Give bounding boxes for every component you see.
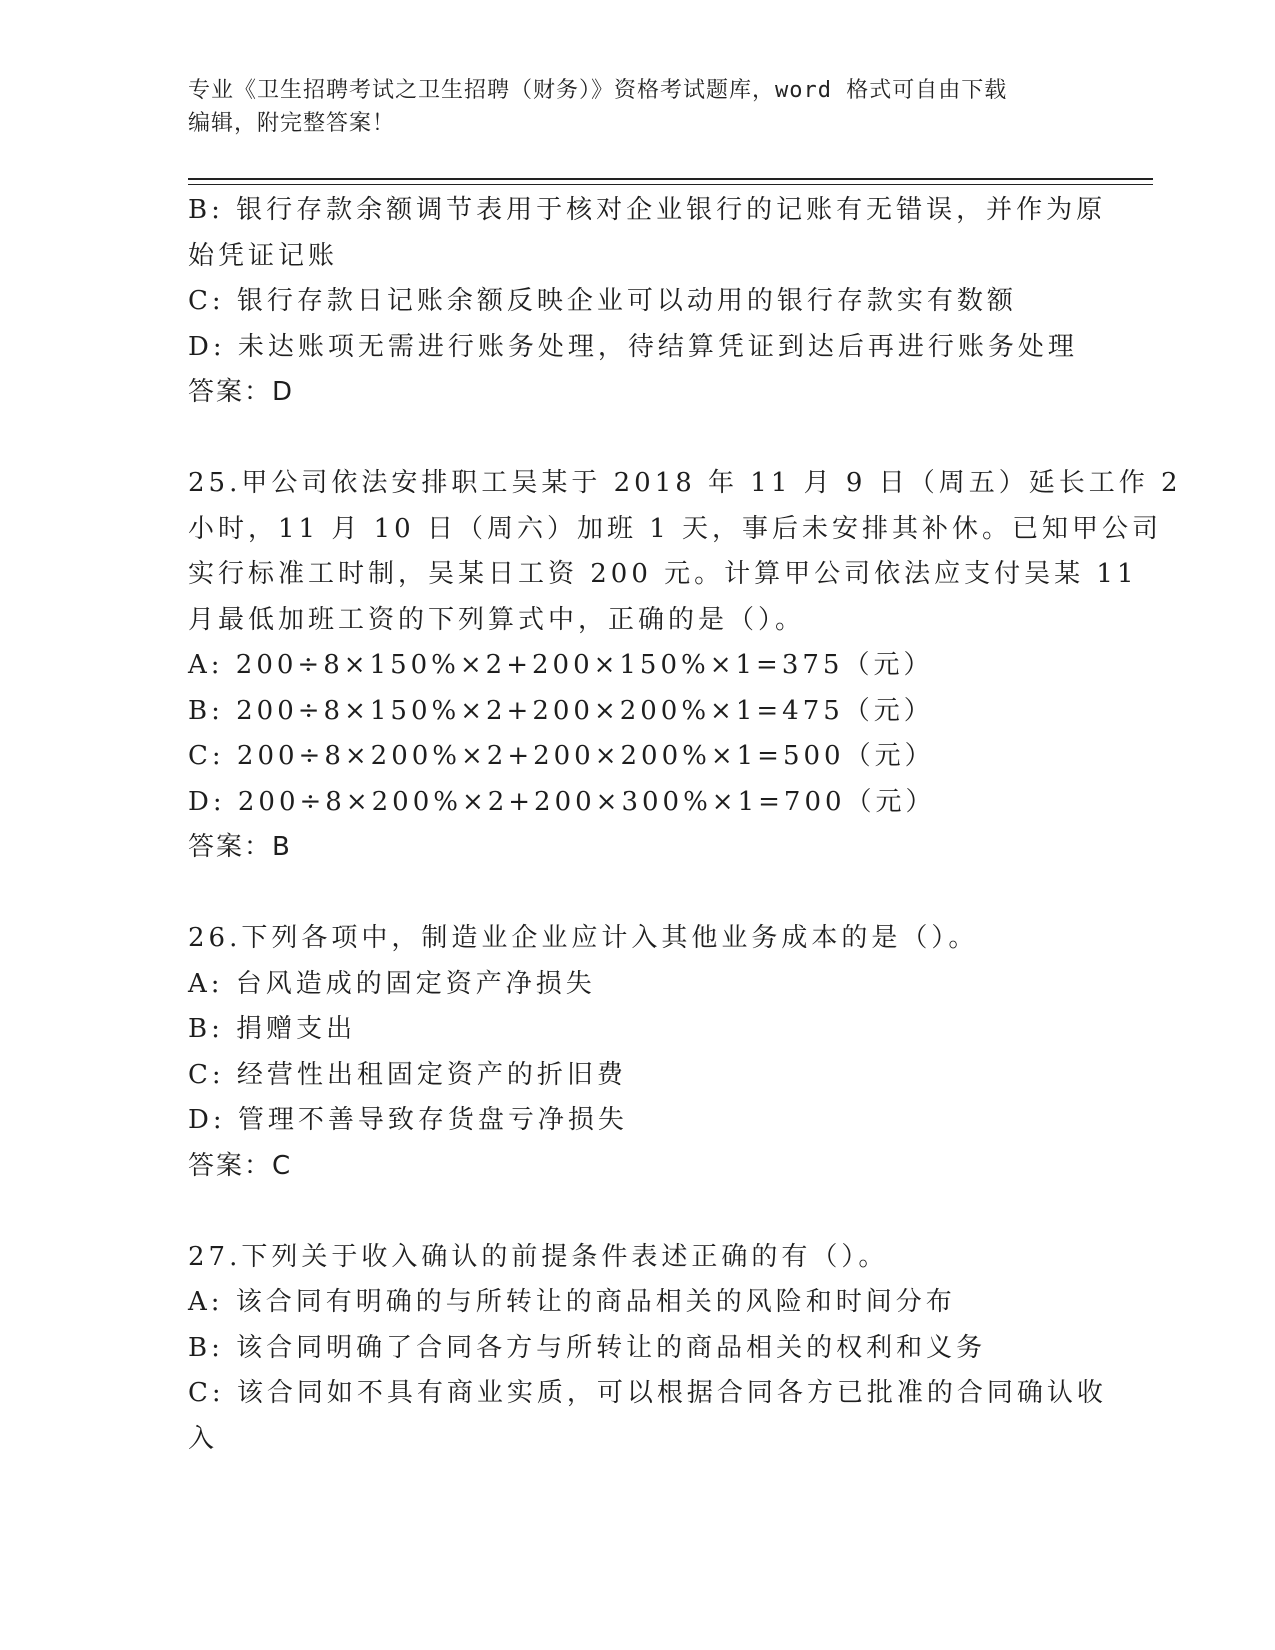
q25-stem-line-4: 月最低加班工资的下列算式中，正确的是（）。 bbox=[188, 604, 806, 635]
document-header bbox=[188, 74, 1068, 140]
q25-answer: 答案：B bbox=[188, 832, 292, 862]
q27-stem: 27.下列关于收入确认的前提条件表述正确的有（）。 bbox=[188, 1241, 889, 1272]
q26-option-d: D: 管理不善导致存货盘亏净损失 bbox=[188, 1105, 628, 1135]
question-24-tail bbox=[188, 188, 1107, 416]
q26-option-c: C: 经营性出租固定资产的折旧费 bbox=[188, 1059, 627, 1090]
q26-stem: 26.下列各项中，制造业企业应计入其他业务成本的是（）。 bbox=[188, 923, 979, 953]
spacer bbox=[188, 871, 1083, 917]
q25-option-a: A: 200÷8×150%×2+200×150%×1=375（元） bbox=[188, 650, 934, 680]
question-26 bbox=[188, 916, 1083, 1189]
question-25 bbox=[188, 461, 1182, 871]
q25-stem-line-3: 实行标准工时制，吴某日工资 200 元。计算甲公司依法应支付吴某 11 bbox=[188, 559, 1138, 589]
header-divider-thin bbox=[188, 184, 1153, 185]
header-line-1: 专业《卫生招聘考试之卫生招聘（财务）》资格考试题库，word 格式可自由下载 bbox=[188, 78, 1008, 103]
q25-option-c: C: 200÷8×200%×2+200×200%×1=500（元） bbox=[188, 741, 935, 771]
spacer bbox=[188, 1189, 1083, 1235]
q25-stem-line-2: 小时，11 月 10 日（周六）加班 1 天，事后未安排其补休。已知甲公司 bbox=[188, 513, 1163, 544]
q26-option-b: B: 捐赠支出 bbox=[188, 1014, 357, 1044]
q26-option-a: A: 台风造成的固定资产净损失 bbox=[188, 968, 596, 999]
q24-answer: 答案：D bbox=[188, 377, 295, 407]
spacer bbox=[188, 416, 1083, 462]
q27-option-a: A: 该合同有明确的与所转让的商品相关的风险和时间分布 bbox=[188, 1287, 956, 1317]
q25-option-d: D: 200÷8×200%×2+200×300%×1=700（元） bbox=[188, 786, 936, 817]
q27-option-c-line-1: C: 该合同如不具有商业实质，可以根据合同各方已批准的合同确认收 bbox=[188, 1378, 1107, 1408]
question-content bbox=[188, 188, 1182, 1462]
q25-option-b: B: 200÷8×150%×2+200×200%×1=475（元） bbox=[188, 695, 934, 726]
header-line-2: 编辑，附完整答案！ bbox=[188, 111, 396, 136]
header-divider-thick bbox=[188, 178, 1153, 180]
q27-option-b: B: 该合同明确了合同各方与所转让的商品相关的权利和义务 bbox=[188, 1332, 987, 1363]
q25-stem-line-1: 25.甲公司依法安排职工吴某于 2018 年 11 月 9 日（周五）延长工作 2 bbox=[188, 468, 1182, 498]
q26-answer: 答案：C bbox=[188, 1150, 293, 1181]
question-27 bbox=[188, 1235, 1107, 1463]
q24-option-d: D: 未达账项无需进行账务处理，待结算凭证到达后再进行账务处理 bbox=[188, 331, 1078, 362]
q24-option-c: C: 银行存款日记账余额反映企业可以动用的银行存款实有数额 bbox=[188, 286, 1017, 316]
q27-option-c-line-2: 入 bbox=[188, 1423, 219, 1454]
q24-option-b-line-2: 始凭证记账 bbox=[188, 240, 339, 271]
q24-option-b-line-1: B: 银行存款余额调节表用于核对企业银行的记账有无错误，并作为原 bbox=[188, 195, 1107, 225]
